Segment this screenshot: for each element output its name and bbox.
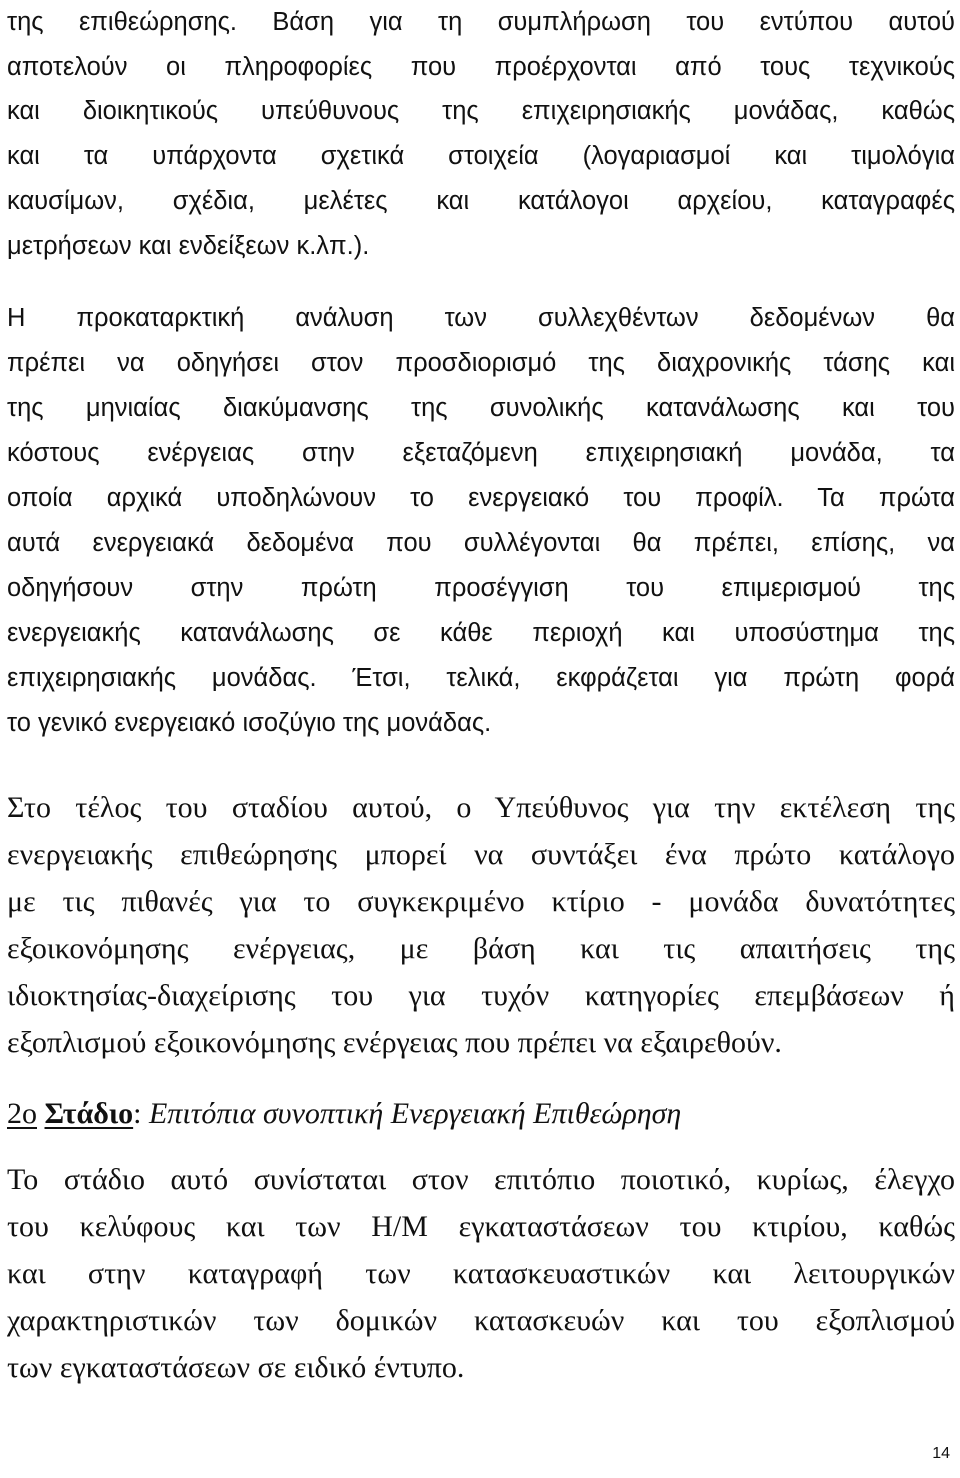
text-line: και στην καταγραφή των κατασκευαστικών και λειτουργικών (7, 1257, 955, 1290)
page-number: 14 (932, 1445, 950, 1462)
text-line: το γενικό ενεργειακό ισοζύγιο της μονάδας. (7, 709, 492, 737)
text-line: εξοπλισμού εξοικονόμησης ενέργειας που πρέπει να εξαιρεθούν. (7, 1026, 782, 1059)
text-line: ιδιοκτησίας-διαχείρισης του για τυχόν κατηγορίες επεμβάσεων ή (7, 979, 955, 1012)
text-line: του κελύφους και των Η/Μ εγκαταστάσεων του κτιρίου, καθώς (7, 1210, 955, 1243)
text-line: οποία αρχικά υποδηλώνουν το ενεργειακό του προφίλ. Τα πρώτα (7, 484, 955, 512)
text-line: οδηγήσουν στην πρώτη προσέγγιση του επιμερισμού της (7, 574, 955, 602)
text-line: και διοικητικούς υπεύθυνους της επιχειρησιακής μονάδας, καθώς (7, 97, 955, 125)
text-line: ενεργειακής επιθεώρησης μπορεί να συντάξει ένα πρώτο κατάλογο (7, 838, 955, 871)
heading-stage-number: 2ο (7, 1097, 37, 1130)
text-line: ενεργειακής κατανάλωσης σε κάθε περιοχή και υποσύστημα της (7, 619, 955, 647)
heading-stage-word: Στάδιο (44, 1097, 134, 1130)
text-line: με τις πιθανές για το συγκεκριμένο κτίριο - μονάδα δυνατότητες (7, 885, 955, 918)
heading-colon: : (133, 1097, 142, 1130)
heading-title: Επιτόπια συνοπτική Ενεργειακή Επιθεώρηση (148, 1097, 682, 1130)
text-line: της επιθεώρησης. Βάση για τη συμπλήρωση του εντύπου αυτού (7, 8, 955, 36)
text-line: Το στάδιο αυτό συνίσταται στον επιτόπιο ποιοτικό, κυρίως, έλεγχο (7, 1163, 955, 1196)
text-line: κόστους ενέργειας στην εξεταζόμενη επιχειρησιακή μονάδα, τα (7, 439, 955, 467)
section-heading (7, 1092, 955, 1136)
text-line: αποτελούν οι πληροφορίες που προέρχονται από τους τεχνικούς (7, 53, 955, 81)
text-line: μετρήσεων και ενδείξεων κ.λπ.). (7, 232, 370, 260)
text-line: της μηνιαίας διακύμανσης της συνολικής κατανάλωσης και του (7, 394, 955, 422)
text-line: Η προκαταρκτική ανάλυση των συλλεχθέντων δεδομένων θα (7, 304, 955, 332)
text-line: Στο τέλος του σταδίου αυτού, ο Υπεύθυνος για την εκτέλεση της (7, 791, 955, 824)
text-line: των εγκαταστάσεων σε ειδικό έντυπο. (7, 1351, 465, 1384)
text-line: και τα υπάρχοντα σχετικά στοιχεία (λογαριασμοί και τιμολόγια (7, 142, 955, 170)
text-line: χαρακτηριστικών των δομικών κατασκευών και του εξοπλισμού (7, 1304, 955, 1337)
text-line: πρέπει να οδηγήσει στον προσδιορισμό της διαχρονικής τάσης και (7, 349, 955, 377)
text-line: εξοικονόμησης ενέργειας, με βάση και τις απαιτήσεις της (7, 932, 955, 965)
text-line: αυτά ενεργειακά δεδομένα που συλλέγονται θα πρέπει, επίσης, να (7, 529, 955, 557)
text-line: επιχειρησιακής μονάδας. Έτσι, τελικά, εκφράζεται για πρώτη φορά (7, 664, 955, 692)
text-line: καυσίμων, σχέδια, μελέτες και κατάλογοι αρχείου, καταγραφές (7, 187, 955, 215)
